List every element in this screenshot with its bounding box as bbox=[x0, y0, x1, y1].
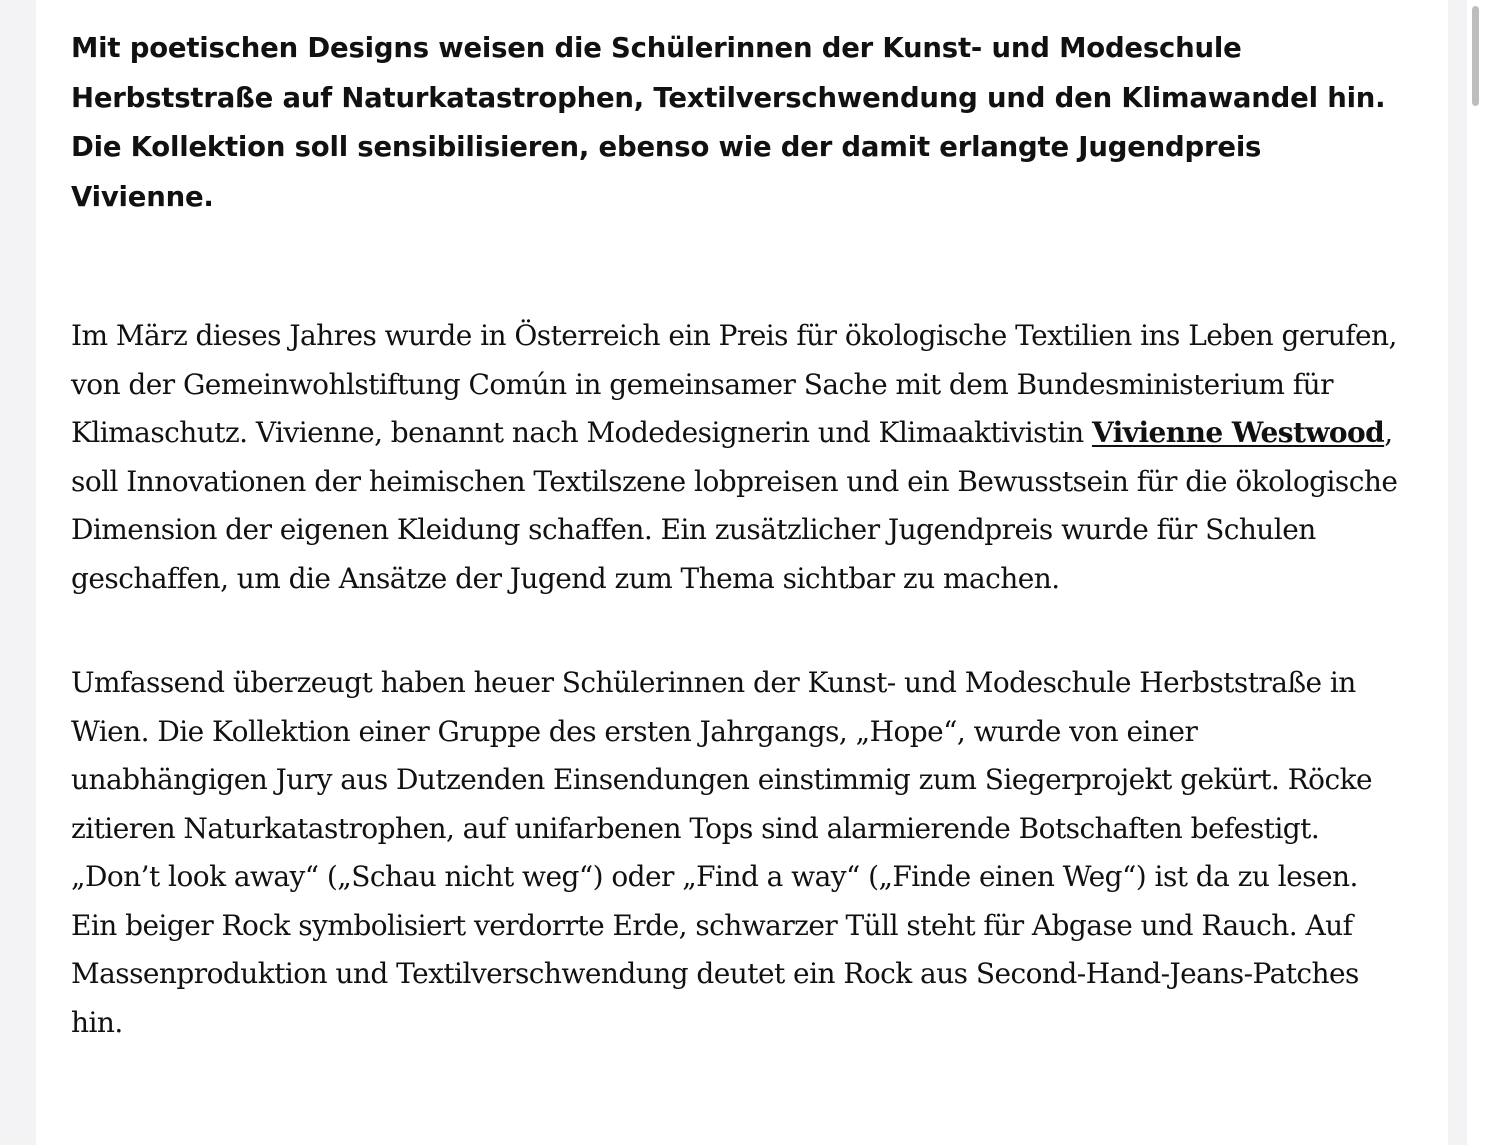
paragraph-1-text-end: , soll Innovationen der heimischen Textilszene lobpreisen und ein Bewusstsein für die ökologische Dimension der eigenen Kleidung schaffen. Ein zusätzlicher Jugendpreis wurde für Schulen geschaffen, um die Ansätze der Jugend zum Thema sichtbar zu machen. bbox=[71, 416, 1398, 595]
article-lead: Mit poetischen Designs weisen die Schülerinnen der Kunst- und Modeschule Herbststraße auf Naturkatastrophen, Textilverschwendung und den Klimawandel hin. Die Kollektion soll sensibilisieren, ebenso wie der damit erlangte Jugendpreis Vivienne. bbox=[71, 32, 1386, 213]
vivienne-westwood-link[interactable]: Vivienne Westwood bbox=[1091, 416, 1385, 449]
article-paragraph-2: Umfassend überzeugt haben heuer Schülerinnen der Kunst- und Modeschule Herbststraße in Wien. Die Kollektion einer Gruppe des ersten Jahrgangs, „Hope“, wurde von einer unabhängigen Jury aus Dutzenden Einsendungen einstimmig zum Siegerprojekt gekürt. Röcke zitieren Naturkatastrophen, auf unifarbenen Tops sind alarmierende Botschaften befestigt. „Don’t look away“ („Schau nicht weg“) oder „Find a way“ („Finde einen Weg“) ist da zu lesen. Ein beiger Rock symbolisiert verdorrte Erde, schwarzer Tüll steht für Abgase und Rauch. Auf Massenproduktion und Textilverschwendung deutet ein Rock aus Second-Hand-Jeans-Patches hin. bbox=[71, 666, 1373, 1039]
scrollbar-track[interactable] bbox=[1467, 0, 1485, 1145]
article-body bbox=[71, 24, 1401, 1047]
article-paragraph-1 bbox=[71, 312, 1401, 603]
scrollbar-thumb[interactable] bbox=[1472, 6, 1479, 106]
article-page bbox=[36, 0, 1448, 1145]
paragraph-1-text-start: Im März dieses Jahres wurde in Österreich ein Preis für ökologische Textilien ins Leben gerufen, von der Gemeinwohlstiftung Común in gemeinsamer Sache mit dem Bundesministerium für Klimaschutz. Vivienne, benannt nach Modedesignerin und Klimaaktivistin bbox=[71, 319, 1397, 449]
